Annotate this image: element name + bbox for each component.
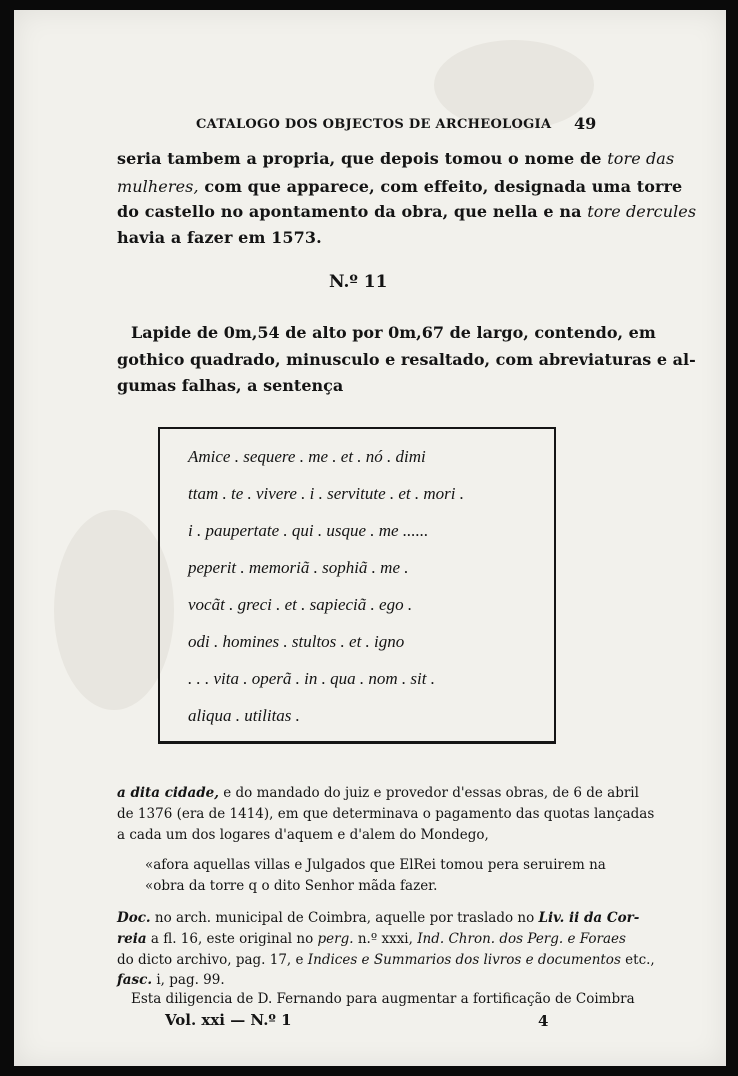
para2-line1: Lapide de 0m,54 de alto por 0m,67 de largo, contendo, em — [131, 323, 656, 342]
inscription-line: Amice . sequere . me . et . nó . dimi — [188, 447, 426, 466]
footer-signature: 4 — [538, 1012, 549, 1030]
footnote1-line1: a dita cidade, e do mandado do juiz e provedor d'essas obras, de 6 de abril — [117, 785, 639, 801]
closing-line: Esta diligencia de D. Fernando para augmentar a fortificação de Coimbra — [131, 991, 635, 1007]
para1-line2: mulheres, com que apparece, com effeito, designada uma torre — [117, 177, 683, 196]
para1-line4: havia a fazer em 1573. — [117, 228, 322, 247]
quote-line2: «obra da torre q o dito Senhor mãda fazer. — [145, 878, 438, 894]
para1-line1: seria tambem a propria, que depois tomou o nome de tore das — [117, 149, 675, 168]
inscription-box — [158, 427, 556, 744]
inscription-line: peperit . memoriã . sophiã . me . — [188, 558, 409, 577]
para2-line2: gothico quadrado, minusculo e resaltado, com abreviaturas e al- — [117, 350, 696, 369]
inscription-line: aliqua . utilitas . — [188, 706, 300, 725]
inscription-line: vocãt . greci . et . sapieciã . ego . — [188, 595, 413, 614]
para1-line3: do castello no apontamento da obra, que nella e na tore dercules — [117, 202, 697, 221]
footnote2-line2: reia a fl. 16, este original no perg. n.º xxxi, Ind. Chron. dos Perg. e Foraes — [117, 931, 626, 947]
inscription-line: odi . homines . stultos . et . igno — [188, 632, 405, 651]
footer-volume: Vol. xxi — N.º 1 — [165, 1011, 292, 1029]
section-heading: N.º 11 — [329, 272, 388, 292]
inscription-line: ttam . te . vivere . i . servitute . et . mori . — [188, 484, 465, 503]
footnote1-line3: a cada um dos logares d'aquem e d'alem do Mondego, — [117, 827, 489, 843]
para2-line3: gumas falhas, a sentença — [117, 376, 344, 395]
running-title: CATALOGO DOS OBJECTOS DE ARCHEOLOGIA — [196, 117, 552, 132]
footnote2-line4: fasc. i, pag. 99. — [117, 972, 225, 988]
footnote2-line1: Doc. no arch. municipal de Coimbra, aquelle por traslado no Liv. ii da Cor- — [117, 910, 640, 926]
footnote2-line3: do dicto archivo, pag. 17, e Indices e Summarios dos livros e documentos etc., — [117, 952, 655, 968]
inscription-line: . . . vita . operã . in . qua . nom . sit . — [188, 669, 435, 688]
footnote1-line2: de 1376 (era de 1414), em que determinava o pagamento das quotas lançadas — [117, 806, 655, 822]
quote-line1: «afora aquellas villas e Julgados que ElRei tomou pera seruirem na — [145, 857, 606, 873]
page-number: 49 — [574, 114, 597, 133]
inscription-line: i . paupertate . qui . usque . me ...... — [188, 521, 429, 540]
